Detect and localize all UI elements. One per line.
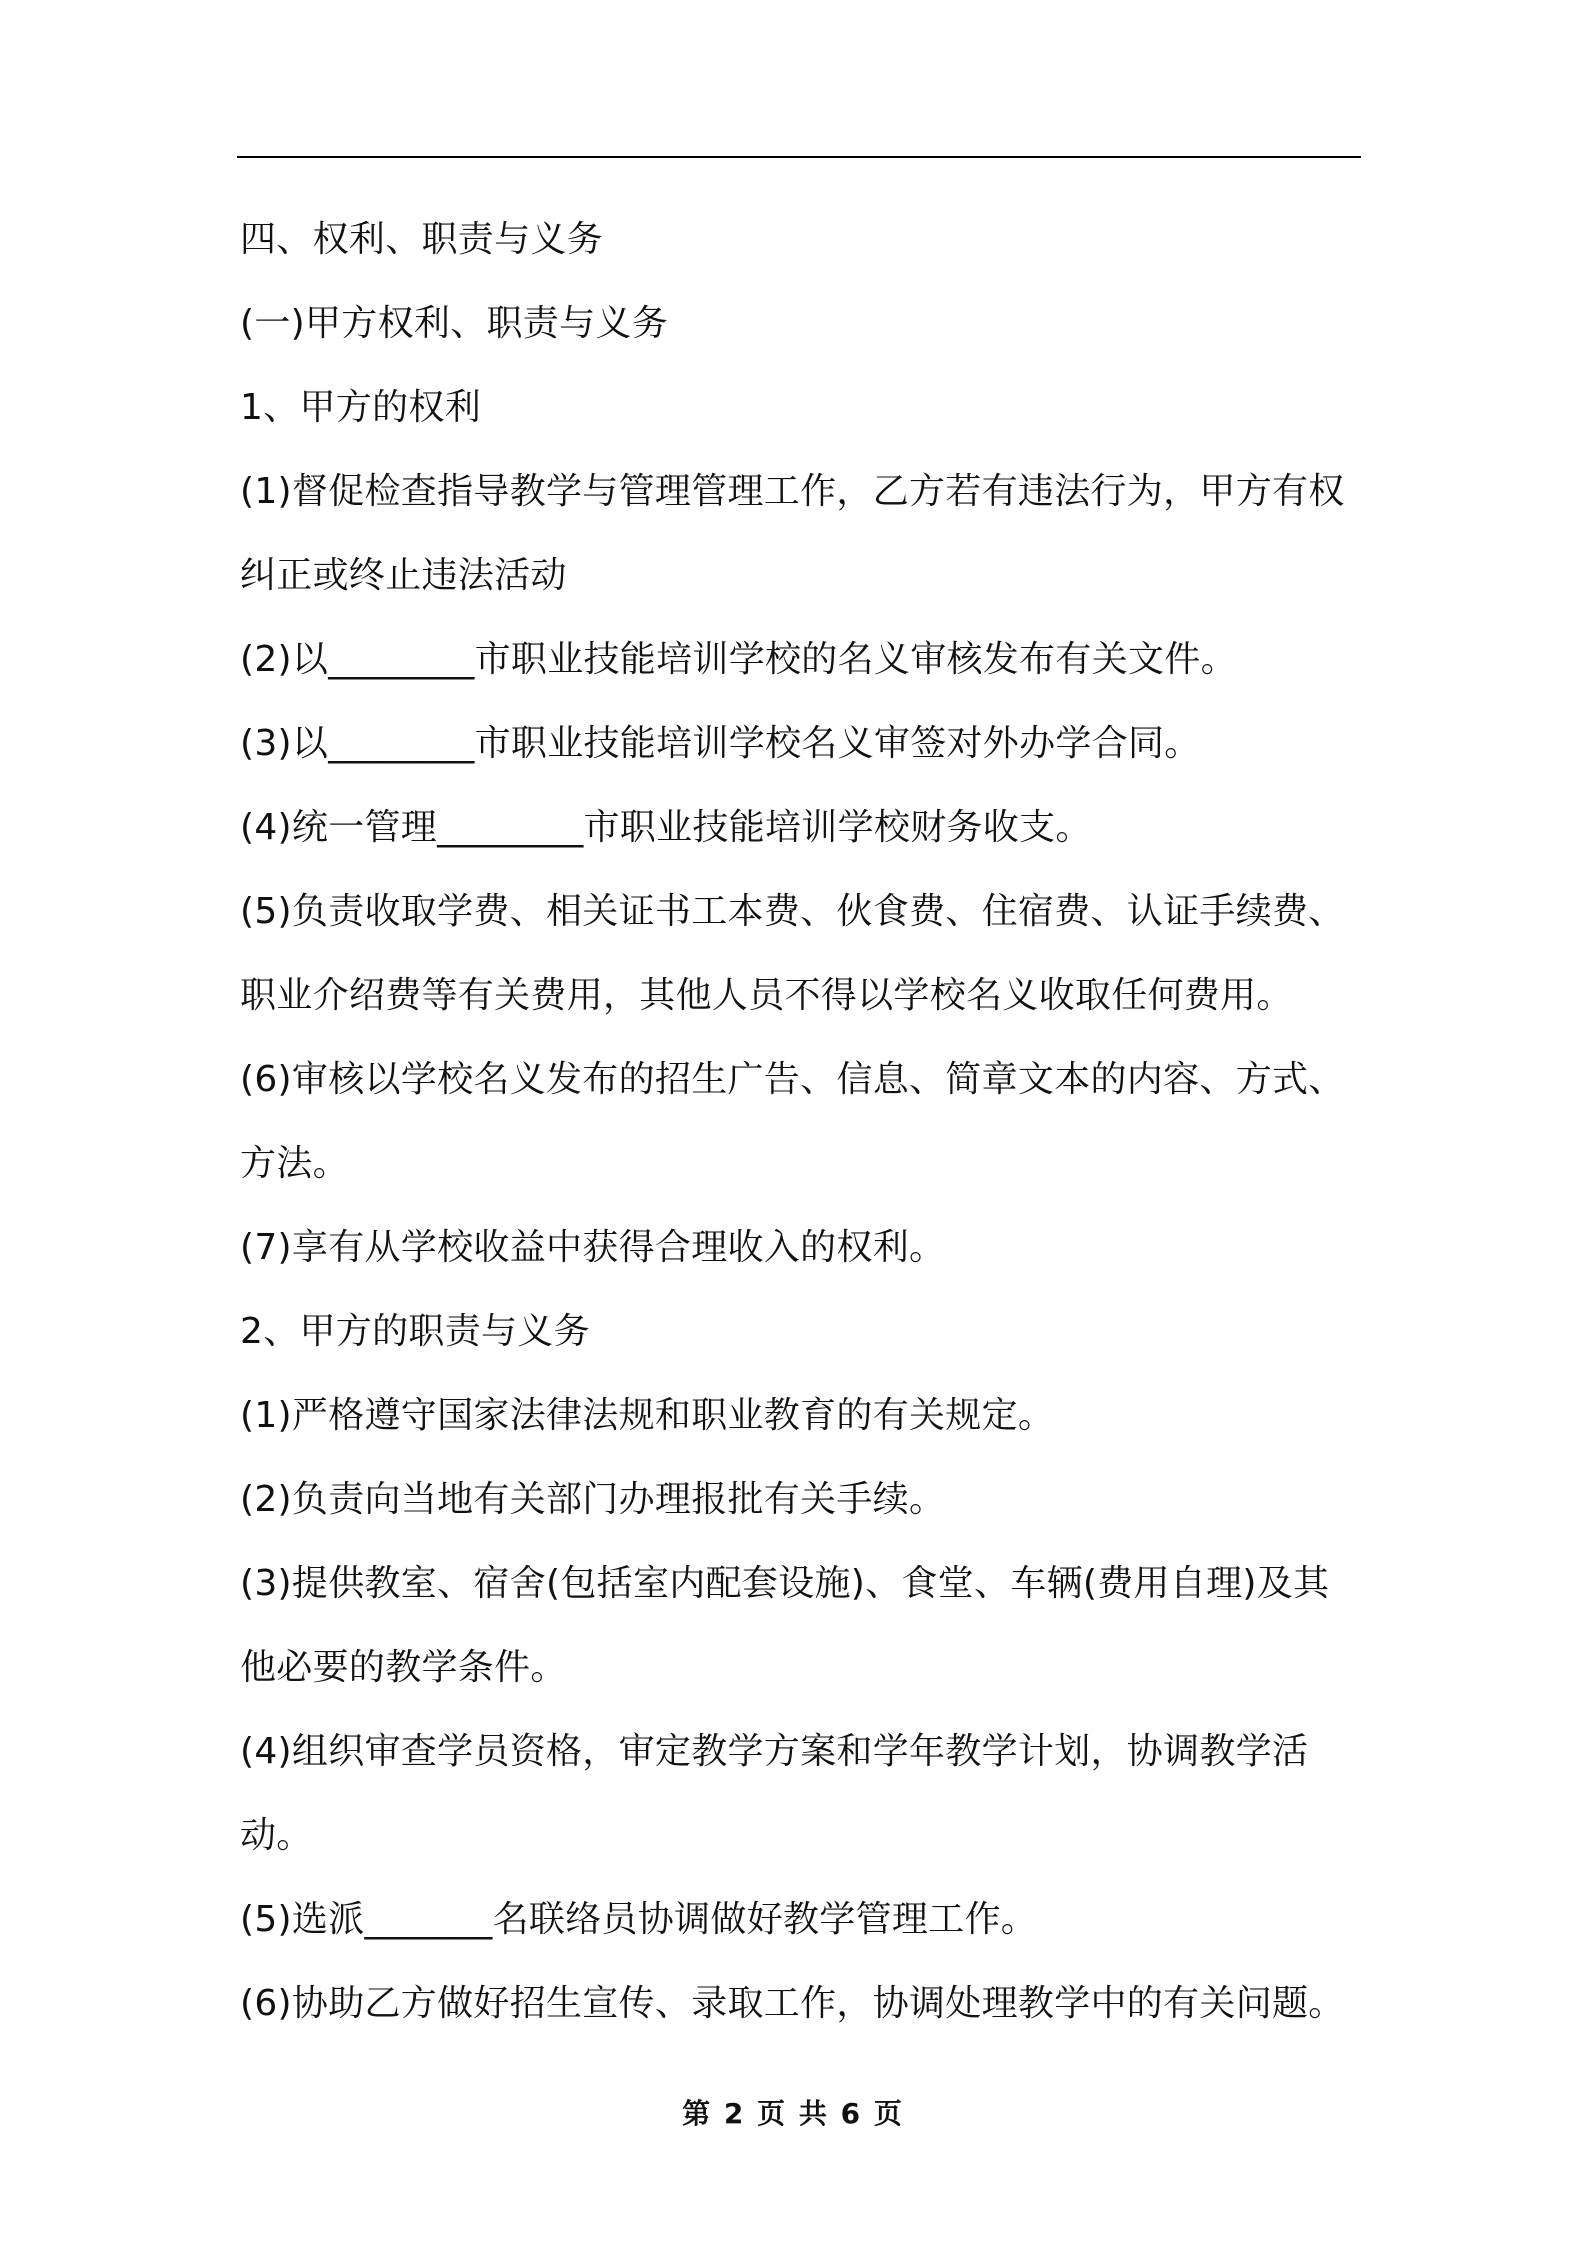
paragraph: (2)以________市职业技能培训学校的名义审核发布有关文件。 — [240, 639, 1237, 680]
item-heading: 2、甲方的职责与义务 — [240, 1311, 590, 1352]
paragraph: (6)协助乙方做好招生宣传、录取工作，协调处理教学中的有关问题。 — [240, 1983, 1345, 2024]
subsection-heading: (一)甲方权利、职责与义务 — [240, 303, 668, 344]
paragraph: (1)严格遵守国家法律法规和职业教育的有关规定。 — [240, 1395, 1055, 1436]
document-body — [240, 198, 1365, 2046]
paragraph: (1)督促检查指导教学与管理管理工作，乙方若有违法行为，甲方有权纠正或终止违法活动 — [240, 471, 1345, 596]
paragraph: (5)选派_______名联络员协调做好教学管理工作。 — [240, 1899, 1038, 1940]
header-rule — [237, 156, 1361, 158]
paragraph: (4)统一管理________市职业技能培训学校财务收支。 — [240, 807, 1092, 848]
paragraph: (4)组织审查学员资格，审定教学方案和学年教学计划，协调教学活动。 — [240, 1731, 1309, 1856]
paragraph: (5)负责收取学费、相关证书工本费、伙食费、住宿费、认证手续费、职业介绍费等有关费用，其他人员不得以学校名义收取任何费用。 — [240, 891, 1345, 1016]
paragraph: (2)负责向当地有关部门办理报批有关手续。 — [240, 1479, 946, 1520]
paragraph: (6)审核以学校名义发布的招生广告、信息、简章文本的内容、方式、方法。 — [240, 1059, 1345, 1184]
paragraph: (3)提供教室、宿舍(包括室内配套设施)、食堂、车辆(费用自理)及其他必要的教学条件。 — [240, 1563, 1330, 1688]
section-heading: 四、权利、职责与义务 — [240, 219, 604, 260]
item-heading: 1、甲方的权利 — [240, 387, 482, 428]
paragraph: (3)以________市职业技能培训学校名义审签对外办学合同。 — [240, 723, 1201, 764]
paragraph: (7)享有从学校收益中获得合理收入的权利。 — [240, 1227, 946, 1268]
page-number: 第 2 页 共 6 页 — [682, 2097, 904, 2130]
